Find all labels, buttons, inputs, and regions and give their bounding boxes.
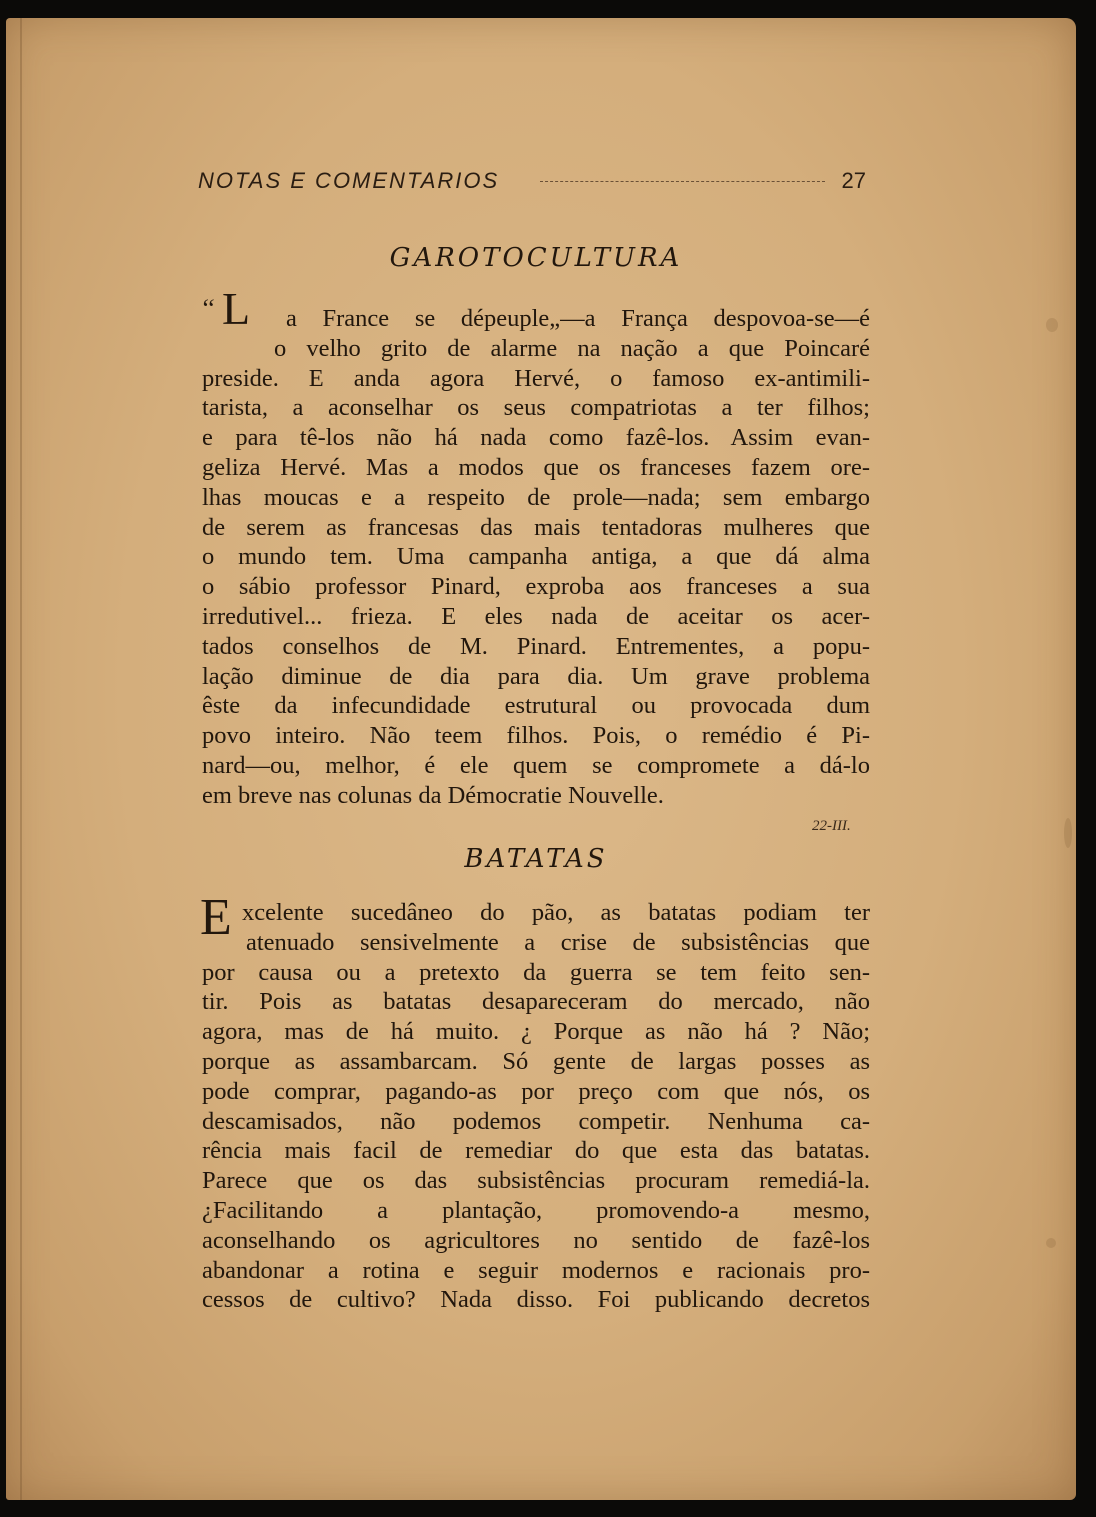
text-line: êste da infecundidade estrutural ou provocada dum — [202, 692, 870, 720]
article-body-batatas — [202, 898, 870, 1315]
opening-quote: ‘‘ — [200, 294, 215, 323]
text-line: o sábio professor Pinard, exproba aos franceses a sua — [202, 573, 870, 601]
text-line: por causa ou a pretexto da guerra se tem feito sen- — [202, 958, 870, 986]
paper-stain — [1064, 818, 1072, 848]
text-line: descamisados, não podemos competir. Nenhuma ca- — [202, 1107, 870, 1135]
text-line: de serem as francesas das mais tentadoras mulheres que — [202, 513, 870, 541]
text-line: nard—ou, melhor, é ele quem se compromete a dá-lo — [202, 751, 870, 779]
text-line: lhas moucas e a respeito de prole—nada; sem embargo — [202, 483, 870, 511]
running-header — [198, 168, 866, 198]
article-body-garotocultura — [202, 304, 870, 811]
text-line: a France se dépeuple„—a França despovoa-se—é — [286, 305, 870, 332]
text-line: cessos de cultivo? Nada disso. Foi publicando decretos — [202, 1286, 870, 1314]
header-rule — [540, 181, 825, 182]
text-line: tados conselhos de M. Pinard. Entrementes, a popu- — [202, 632, 870, 660]
text-line: pode comprar, pagando-as por preço com que nós, os — [202, 1077, 870, 1105]
text-line: preside. E anda agora Hervé, o famoso ex-antimili- — [202, 364, 870, 392]
paper-stain — [1046, 318, 1058, 332]
text-line: aconselhando os agricultores no sentido de fazê-los — [202, 1226, 870, 1254]
dropcap-l: L — [222, 283, 251, 334]
text-line: ¿Facilitando a plantação, promovendo-a mesmo, — [202, 1196, 870, 1224]
text-line: atenuado sensivelmente a crise de subsistências que — [246, 928, 870, 956]
running-title: NOTAS E COMENTARIOS — [198, 168, 500, 193]
text-line: em breve nas colunas da Démocratie Nouvelle. — [202, 781, 664, 809]
article-title-garotocultura: GAROTOCULTURA — [389, 243, 683, 273]
text-line: geliza Hervé. Mas a modos que os franceses fazem ore- — [202, 453, 870, 481]
text-line: o mundo tem. Uma campanha antiga, a que dá alma — [202, 543, 870, 571]
dropcap-e: E — [200, 889, 232, 946]
text-line: porque as assambarcam. Só gente de largas posses as — [202, 1047, 870, 1075]
text-line: tir. Pois as batatas desapareceram do mercado, não — [202, 988, 870, 1016]
page-number: 27 — [841, 168, 866, 193]
text-line: xcelente sucedâneo do pão, as batatas podiam ter — [242, 899, 870, 926]
text-line: rência mais facil de remediar do que esta das batatas. — [202, 1137, 870, 1165]
text-line: irredutivel... frieza. E eles nada de aceitar os acer- — [202, 602, 870, 630]
paper-stain — [1046, 1238, 1056, 1248]
text-line: e para tê-los não há nada como fazê-los. Assim evan- — [202, 424, 870, 452]
article-title-batatas: BATATAS — [464, 844, 608, 874]
text-line: o velho grito de alarme na nação a que Poincaré — [274, 334, 870, 362]
text-line: agora, mas de há muito. ¿ Porque as não há ? Não; — [202, 1018, 870, 1046]
article-date: 22-III. — [812, 818, 851, 834]
text-line: Parece que os das subsistências procuram remediá-la. — [202, 1167, 870, 1195]
text-line: abandonar a rotina e seguir modernos e racionais pro- — [202, 1256, 870, 1284]
text-line: tarista, a aconselhar os seus compatriotas a ter filhos; — [202, 394, 870, 422]
text-line: lação diminue de dia para dia. Um grave problema — [202, 662, 870, 690]
text-line: povo inteiro. Não teem filhos. Pois, o remédio é Pi- — [202, 722, 870, 750]
